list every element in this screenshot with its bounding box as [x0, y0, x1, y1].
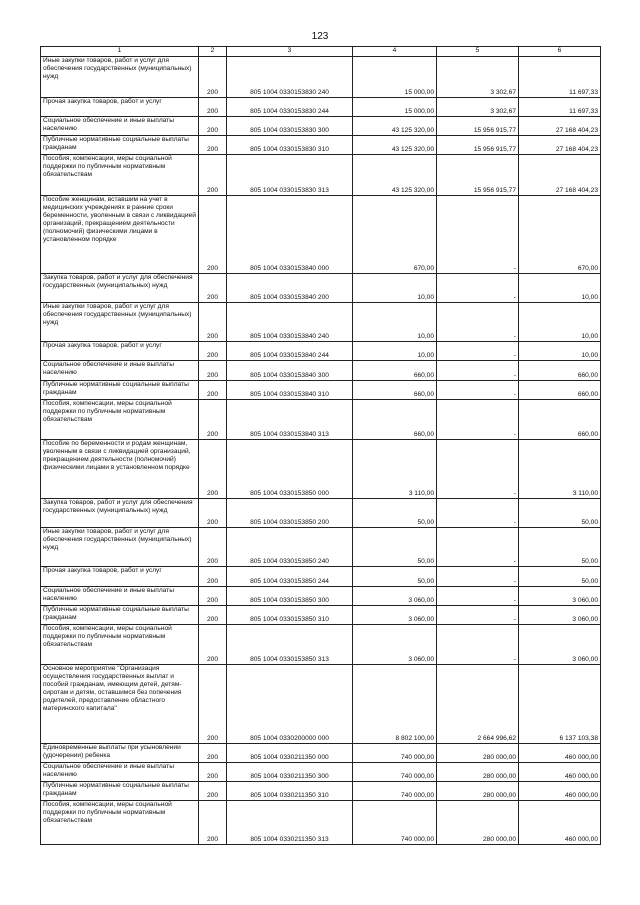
row-executed: 280 000,00 [437, 782, 519, 801]
row-rz: 200 [199, 400, 227, 440]
row-executed: - [437, 400, 519, 440]
row-plan: 670,00 [353, 196, 437, 274]
table-row [41, 587, 601, 606]
page-number: 123 [311, 31, 329, 42]
row-rz: 200 [199, 361, 227, 381]
row-rz: 200 [199, 567, 227, 587]
row-code: 805 1004 0330211350 300 [227, 763, 353, 782]
row-rz: 200 [199, 625, 227, 665]
row-plan: 740 000,00 [353, 763, 437, 782]
row-name: Единовременные выплаты при усыновлении (удочерении) ребенка [41, 744, 199, 763]
row-code: 805 1004 0330200000 000 [227, 665, 353, 744]
row-name: Прочая закупка товаров, работ и услуг [41, 98, 199, 117]
table-row [41, 801, 601, 845]
row-code: 805 1004 0330153830 310 [227, 136, 353, 155]
row-code: 805 1004 0330153830 313 [227, 155, 353, 196]
table-body [41, 57, 601, 845]
row-code: 805 1004 0330153850 310 [227, 606, 353, 625]
row-name: Социальное обеспечение и иные выплаты населению [41, 361, 199, 381]
table-row [41, 744, 601, 763]
row-remaining: 10,00 [519, 342, 601, 361]
row-code: 805 1004 0330153850 300 [227, 587, 353, 606]
row-code: 805 1004 0330153830 240 [227, 57, 353, 98]
row-executed: 280 000,00 [437, 744, 519, 763]
table-row [41, 606, 601, 625]
row-plan: 43 125 320,00 [353, 117, 437, 136]
row-name: Публичные нормативные социальные выплаты гражданам [41, 136, 199, 155]
row-rz: 200 [199, 665, 227, 744]
row-name: Иные закупки товаров, работ и услуг для обеспечения государственных (муниципальных) нужд [41, 57, 199, 98]
column-header: 1 [41, 47, 199, 57]
row-code: 805 1004 0330211350 313 [227, 801, 353, 845]
row-rz: 200 [199, 196, 227, 274]
row-plan: 50,00 [353, 528, 437, 567]
row-remaining: 50,00 [519, 567, 601, 587]
row-remaining: 3 060,00 [519, 587, 601, 606]
table-row [41, 440, 601, 499]
row-remaining: 11 697,33 [519, 98, 601, 117]
row-plan: 660,00 [353, 381, 437, 400]
row-executed: - [437, 625, 519, 665]
row-code: 805 1004 0330153850 200 [227, 499, 353, 528]
row-remaining: 27 168 404,23 [519, 136, 601, 155]
row-code: 805 1004 0330153840 300 [227, 361, 353, 381]
row-executed: - [437, 440, 519, 499]
row-remaining: 670,00 [519, 196, 601, 274]
row-name: Прочая закупка товаров, работ и услуг [41, 342, 199, 361]
row-plan: 43 125 320,00 [353, 136, 437, 155]
budget-table [40, 46, 601, 845]
table-row [41, 499, 601, 528]
row-plan: 3 060,00 [353, 625, 437, 665]
row-executed: 280 000,00 [437, 763, 519, 782]
row-name: Пособие по беременности и родам женщинам, уволенным в связи с ликвидацией организаций, прекращением деятельности (полномочий) физическими лицами в установленном порядке [41, 440, 199, 499]
row-code: 805 1004 0330153850 313 [227, 625, 353, 665]
column-header: 5 [437, 47, 519, 57]
row-remaining: 11 697,33 [519, 57, 601, 98]
row-code: 805 1004 0330153830 300 [227, 117, 353, 136]
row-plan: 43 125 320,00 [353, 155, 437, 196]
table-row [41, 782, 601, 801]
row-code: 805 1004 0330153840 240 [227, 303, 353, 342]
row-plan: 740 000,00 [353, 801, 437, 845]
row-rz: 200 [199, 587, 227, 606]
row-plan: 740 000,00 [353, 782, 437, 801]
row-name: Публичные нормативные социальные выплаты гражданам [41, 782, 199, 801]
row-code: 805 1004 0330153850 240 [227, 528, 353, 567]
row-executed: 3 302,67 [437, 98, 519, 117]
table-row [41, 528, 601, 567]
row-name: Публичные нормативные социальные выплаты гражданам [41, 606, 199, 625]
row-name: Иные закупки товаров, работ и услуг для обеспечения государственных (муниципальных) нужд [41, 303, 199, 342]
row-name: Прочая закупка товаров, работ и услуг [41, 567, 199, 587]
row-remaining: 460 000,00 [519, 801, 601, 845]
table-row [41, 361, 601, 381]
table-row [41, 381, 601, 400]
row-plan: 10,00 [353, 303, 437, 342]
row-name: Закупка товаров, работ и услуг для обеспечения государственных (муниципальных) нужд [41, 274, 199, 303]
row-code: 805 1004 0330211350 310 [227, 782, 353, 801]
row-name: Социальное обеспечение и иные выплаты населению [41, 763, 199, 782]
row-remaining: 10,00 [519, 274, 601, 303]
row-plan: 3 060,00 [353, 587, 437, 606]
row-remaining: 3 060,00 [519, 606, 601, 625]
row-name: Пособия, компенсации, меры социальной поддержки по публичным нормативным обязательствам [41, 155, 199, 196]
row-executed: - [437, 381, 519, 400]
row-code: 805 1004 0330153840 200 [227, 274, 353, 303]
table-row [41, 136, 601, 155]
table-row [41, 303, 601, 342]
row-executed: - [437, 342, 519, 361]
table-row [41, 625, 601, 665]
row-code: 805 1004 0330153840 310 [227, 381, 353, 400]
row-executed: 3 302,67 [437, 57, 519, 98]
row-rz: 200 [199, 155, 227, 196]
table-row [41, 665, 601, 744]
column-header: 2 [199, 47, 227, 57]
row-code: 805 1004 0330153840 000 [227, 196, 353, 274]
row-remaining: 460 000,00 [519, 763, 601, 782]
row-remaining: 27 168 404,23 [519, 117, 601, 136]
row-code: 805 1004 0330153850 244 [227, 567, 353, 587]
row-name: Закупка товаров, работ и услуг для обеспечения государственных (муниципальных) нужд [41, 499, 199, 528]
row-plan: 3 060,00 [353, 606, 437, 625]
table-row [41, 763, 601, 782]
table-row [41, 400, 601, 440]
row-plan: 740 000,00 [353, 744, 437, 763]
row-code: 805 1004 0330153830 244 [227, 98, 353, 117]
row-executed: - [437, 606, 519, 625]
table-header-row [41, 47, 601, 57]
row-rz: 200 [199, 381, 227, 400]
table-row [41, 155, 601, 196]
row-plan: 660,00 [353, 361, 437, 381]
row-code: 805 1004 0330153840 244 [227, 342, 353, 361]
row-remaining: 3 110,00 [519, 440, 601, 499]
row-executed: - [437, 567, 519, 587]
row-executed: - [437, 587, 519, 606]
column-header: 4 [353, 47, 437, 57]
row-remaining: 660,00 [519, 400, 601, 440]
row-code: 805 1004 0330211350 000 [227, 744, 353, 763]
column-header: 3 [227, 47, 353, 57]
row-remaining: 6 137 103,38 [519, 665, 601, 744]
row-rz: 200 [199, 57, 227, 98]
row-remaining: 460 000,00 [519, 744, 601, 763]
row-rz: 200 [199, 303, 227, 342]
table-row [41, 196, 601, 274]
row-remaining: 27 168 404,23 [519, 155, 601, 196]
row-name: Пособия, компенсации, меры социальной поддержки по публичным нормативным обязательствам [41, 625, 199, 665]
row-remaining: 50,00 [519, 528, 601, 567]
row-plan: 15 000,00 [353, 98, 437, 117]
table-row [41, 274, 601, 303]
row-name: Пособие женщинам, вставшим на учет в медицинских учреждениях в ранние сроки беременности, уволенным в связи с ликвидацией организаций, прекращением деятельности (полномочий) физическими лицами в установленном порядке [41, 196, 199, 274]
row-rz: 200 [199, 782, 227, 801]
row-executed: - [437, 499, 519, 528]
row-plan: 3 110,00 [353, 440, 437, 499]
row-remaining: 3 060,00 [519, 625, 601, 665]
row-executed: 280 000,00 [437, 801, 519, 845]
row-plan: 10,00 [353, 274, 437, 303]
row-rz: 200 [199, 744, 227, 763]
table-row [41, 98, 601, 117]
row-remaining: 10,00 [519, 303, 601, 342]
row-rz: 200 [199, 440, 227, 499]
row-plan: 15 000,00 [353, 57, 437, 98]
row-executed: 15 956 915,77 [437, 117, 519, 136]
row-remaining: 460 000,00 [519, 782, 601, 801]
row-executed: 2 664 996,62 [437, 665, 519, 744]
table-row [41, 57, 601, 98]
row-plan: 10,00 [353, 342, 437, 361]
row-rz: 200 [199, 528, 227, 567]
row-rz: 200 [199, 499, 227, 528]
row-plan: 660,00 [353, 400, 437, 440]
row-executed: - [437, 274, 519, 303]
row-name: Публичные нормативные социальные выплаты гражданам [41, 381, 199, 400]
row-remaining: 660,00 [519, 381, 601, 400]
row-name: Пособия, компенсации, меры социальной поддержки по публичным нормативным обязательствам [41, 801, 199, 845]
row-code: 805 1004 0330153840 313 [227, 400, 353, 440]
row-name: Иные закупки товаров, работ и услуг для обеспечения государственных (муниципальных) нужд [41, 528, 199, 567]
row-executed: - [437, 303, 519, 342]
row-name: Основное мероприятие "Организация осуществления государственных выплат и пособий гражданам, имеющим детей, детям-сиротам и детям, оставшимся без попечения родителей, предоставление областного материнского капитала" [41, 665, 199, 744]
row-rz: 200 [199, 801, 227, 845]
row-rz: 200 [199, 606, 227, 625]
table-row [41, 567, 601, 587]
column-header: 6 [519, 47, 601, 57]
row-code: 805 1004 0330153850 000 [227, 440, 353, 499]
row-rz: 200 [199, 342, 227, 361]
row-name: Социальное обеспечение и иные выплаты населению [41, 117, 199, 136]
row-name: Социальное обеспечение и иные выплаты населению [41, 587, 199, 606]
row-executed: - [437, 361, 519, 381]
row-rz: 200 [199, 136, 227, 155]
table-row [41, 342, 601, 361]
row-plan: 8 802 100,00 [353, 665, 437, 744]
row-rz: 200 [199, 117, 227, 136]
row-name: Пособия, компенсации, меры социальной поддержки по публичным нормативным обязательствам [41, 400, 199, 440]
row-remaining: 50,00 [519, 499, 601, 528]
row-executed: 15 956 915,77 [437, 136, 519, 155]
row-executed: - [437, 196, 519, 274]
row-executed: 15 956 915,77 [437, 155, 519, 196]
row-executed: - [437, 528, 519, 567]
row-rz: 200 [199, 274, 227, 303]
row-plan: 50,00 [353, 499, 437, 528]
table-row [41, 117, 601, 136]
row-rz: 200 [199, 763, 227, 782]
row-remaining: 660,00 [519, 361, 601, 381]
row-plan: 50,00 [353, 567, 437, 587]
row-rz: 200 [199, 98, 227, 117]
